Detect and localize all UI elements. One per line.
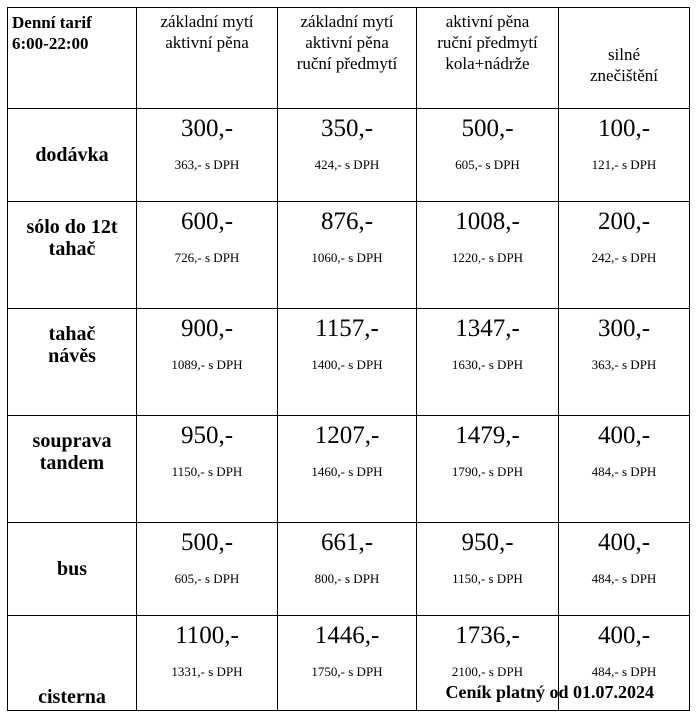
price-vat: 1331,- s DPH <box>171 664 243 679</box>
price-main: 1479,- <box>455 422 520 449</box>
price-main: 661,- <box>320 529 374 556</box>
vehicle-label-text: dodávka <box>35 144 109 166</box>
price-main: 1008,- <box>455 208 520 235</box>
column-header-label: silné znečištění <box>590 45 658 85</box>
price-main: 1347,- <box>455 315 520 342</box>
price-main: 1736,- <box>455 622 520 649</box>
price-vat: 363,- s DPH <box>591 357 657 372</box>
price-vat: 484,- s DPH <box>591 664 657 679</box>
price-cell <box>278 202 417 309</box>
vehicle-label-text: bus <box>56 558 88 580</box>
price-vat: 2100,- s DPH <box>451 664 524 679</box>
price-vat: 121,- s DPH <box>591 157 657 172</box>
price-cell <box>137 616 278 711</box>
price-vat: 1630,- s DPH <box>451 357 524 372</box>
price-cell <box>417 416 559 523</box>
column-header-prewash <box>278 8 417 109</box>
price-main: 1100,- <box>175 622 239 649</box>
price-vat: 800,- s DPH <box>314 571 380 586</box>
price-vat: 1150,- s DPH <box>171 464 243 479</box>
table-row <box>8 109 690 202</box>
price-main: 400,- <box>597 622 651 649</box>
price-cell <box>137 309 278 416</box>
vehicle-label <box>8 523 137 616</box>
price-cell <box>559 309 690 416</box>
price-vat: 1750,- s DPH <box>311 664 383 679</box>
price-main: 200,- <box>597 208 651 235</box>
price-cell <box>278 416 417 523</box>
column-header-basic-wash <box>137 8 278 109</box>
vehicle-label <box>8 309 137 416</box>
price-main: 950,- <box>180 422 234 449</box>
price-vat: 726,- s DPH <box>174 250 240 265</box>
price-vat: 605,- s DPH <box>455 157 520 172</box>
price-main: 300,- <box>180 115 234 142</box>
price-cell <box>278 309 417 416</box>
vehicle-label <box>8 616 137 711</box>
price-main: 1207,- <box>314 422 380 449</box>
table-row <box>8 523 690 616</box>
price-cell <box>417 523 559 616</box>
price-main: 400,- <box>597 529 651 556</box>
price-main: 600,- <box>180 208 234 235</box>
price-main: 1446,- <box>314 622 380 649</box>
price-main: 400,- <box>597 422 651 449</box>
vehicle-label-text: tahač návěs <box>48 323 96 367</box>
price-cell <box>137 202 278 309</box>
price-main: 350,- <box>320 115 374 142</box>
price-main: 100,- <box>597 115 651 142</box>
price-vat: 363,- s DPH <box>174 157 240 172</box>
price-cell <box>559 202 690 309</box>
price-vat: 1460,- s DPH <box>311 464 383 479</box>
price-vat: 1790,- s DPH <box>451 464 524 479</box>
price-vat: 484,- s DPH <box>591 464 657 479</box>
price-list-validity: Ceník platný od 01.07.2024 <box>445 682 654 702</box>
price-main: 1157,- <box>315 315 379 342</box>
price-cell <box>417 202 559 309</box>
price-cell <box>278 616 417 711</box>
vehicle-label <box>8 109 137 202</box>
price-vat: 1220,- s DPH <box>451 250 524 265</box>
vehicle-label-text: souprava tandem <box>32 430 112 474</box>
column-header-heavy-dirt <box>559 8 690 109</box>
tariff-header <box>8 8 137 109</box>
column-header-wheels-tanks <box>417 8 559 109</box>
price-cell <box>559 109 690 202</box>
price-vat: 1060,- s DPH <box>311 250 383 265</box>
price-cell <box>278 523 417 616</box>
vehicle-label-text: sólo do 12t tahač <box>26 216 118 260</box>
table-row <box>8 416 690 523</box>
column-header-label: základní mytí aktivní pěna <box>160 12 254 52</box>
price-cell <box>559 523 690 616</box>
price-vat: 1400,- s DPH <box>311 357 383 372</box>
price-vat: 1089,- s DPH <box>171 357 243 372</box>
price-vat: 1150,- s DPH <box>452 571 523 586</box>
column-header-label: aktivní pěna ruční předmytí kola+nádrže <box>437 12 538 73</box>
price-main: 300,- <box>597 315 651 342</box>
price-vat: 424,- s DPH <box>314 157 380 172</box>
price-table <box>7 7 690 711</box>
price-main: 500,- <box>180 529 234 556</box>
price-main: 876,- <box>320 208 374 235</box>
tariff-label: Denní tarif 6:00-22:00 <box>12 13 92 53</box>
vehicle-label <box>8 202 137 309</box>
table-row <box>8 202 690 309</box>
price-vat: 605,- s DPH <box>174 571 240 586</box>
price-main: 500,- <box>461 115 514 142</box>
price-main: 950,- <box>461 529 514 556</box>
table-row <box>8 309 690 416</box>
price-cell <box>278 109 417 202</box>
header-row <box>8 8 690 109</box>
price-cell <box>417 309 559 416</box>
vehicle-label-text: cisterna <box>38 686 106 708</box>
price-cell <box>417 109 559 202</box>
column-header-label: základní mytí aktivní pěna ruční předmytí <box>296 12 398 73</box>
price-cell <box>559 416 690 523</box>
price-cell <box>137 523 278 616</box>
price-cell <box>137 416 278 523</box>
vehicle-label <box>8 416 137 523</box>
price-vat: 484,- s DPH <box>591 571 657 586</box>
price-vat: 242,- s DPH <box>591 250 657 265</box>
price-main: 900,- <box>180 315 234 342</box>
price-cell <box>137 109 278 202</box>
